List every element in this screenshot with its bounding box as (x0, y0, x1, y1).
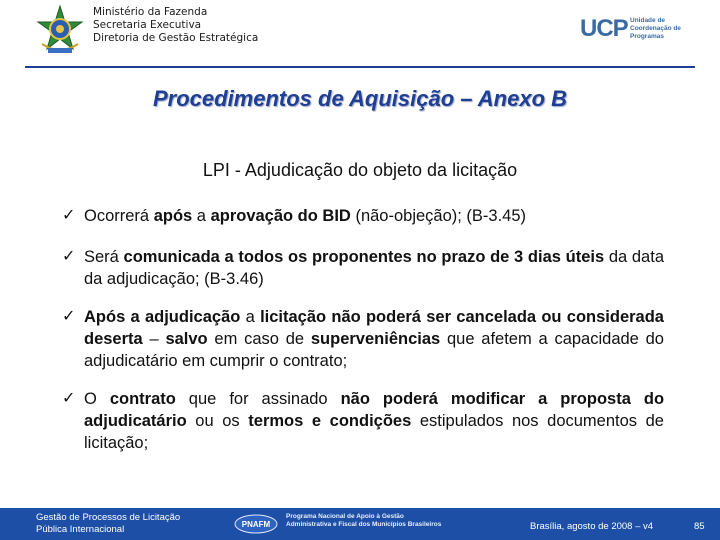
header-divider (25, 66, 695, 68)
ministry-line: Ministério da Fazenda (93, 6, 208, 18)
ministry-heading (93, 6, 258, 45)
bullet-item (62, 205, 664, 227)
ucp-logo-line: Unidade de (630, 17, 666, 24)
slide-header (0, 0, 720, 62)
pnafm-logo (234, 514, 278, 534)
ucp-logo-line: Programas (630, 33, 664, 40)
bullet-emphasis-text: não poderá modificar a proposta do adjudicatário (84, 390, 665, 430)
bullet-emphasis-text: salvo (165, 330, 208, 348)
ucp-logo-line: Coordenação de (630, 25, 681, 32)
pnafm-program-name (286, 513, 441, 529)
slide-title: Procedimentos de Aquisição – Anexo B (152, 86, 568, 111)
brazil-coat-of-arms-icon (34, 4, 86, 56)
bullet-text: estipulados nos documentos de licitação; (84, 412, 664, 452)
bullet-text: que for assinado (175, 390, 341, 408)
bullet-text: Ocorrerá (84, 207, 154, 225)
bullet-item (62, 246, 664, 290)
bullet-list (62, 205, 664, 470)
pnafm-program-line: Administrativa e Fiscal dos Municípios Brasileiros (286, 521, 442, 528)
bullet-emphasis-text: após (153, 207, 193, 225)
ministry-line: Diretoria de Gestão Estratégica (93, 32, 259, 44)
pnafm-logo-text: PNAFM (241, 520, 271, 529)
bullet-emphasis-text: aprovação do BID (210, 207, 351, 225)
bullet-text: – (142, 330, 166, 348)
bullet-emphasis-text: comunicada a todos os proponentes no prazo de 3 dias úteis (123, 248, 605, 266)
bullet-text: ou os (186, 412, 249, 430)
slide-footer (0, 508, 720, 540)
bullet-text: em caso de (207, 330, 311, 348)
checkmark-icon: ✓ (62, 207, 76, 224)
bullet-text: Será (84, 248, 124, 266)
bullet-text: da data da adjudicação; (B-3.46) (84, 248, 664, 288)
footer-course-title (36, 512, 180, 536)
checkmark-icon: ✓ (62, 248, 76, 265)
bullet-emphasis-text: superveniências (310, 330, 441, 348)
ucp-logo-letters: UCP (580, 15, 628, 42)
ucp-logo (580, 14, 690, 46)
bullet-item (62, 388, 664, 454)
footer-course-line: Pública Internacional (36, 524, 125, 535)
slide-subtitle: LPI - Adjudicação do objeto da licitação (202, 160, 518, 180)
page-number: 85 (694, 521, 705, 532)
bullet-emphasis-text: contrato (109, 390, 176, 408)
bullet-emphasis-text: licitação não poderá ser cancelada ou considerada deserta (84, 308, 664, 348)
checkmark-icon: ✓ (62, 308, 76, 325)
pnafm-program-line: Programa Nacional de Apoio à Gestão (286, 513, 404, 520)
ucp-logo-text (630, 17, 681, 41)
bullet-emphasis-text: termos e condições (248, 412, 412, 430)
footer-date: Brasília, agosto de 2008 – v4 (530, 521, 654, 532)
footer-course-line: Gestão de Processos de Licitação (36, 512, 181, 523)
bullet-text: que afetem a capacidade do adjudicatário em cumprir o contrato; (84, 330, 664, 370)
bullet-text: O (84, 390, 110, 408)
bullet-emphasis-text: Após a adjudicação (84, 308, 241, 326)
bullet-text: (não-objeção); (B-3.45) (350, 207, 527, 225)
checkmark-icon: ✓ (62, 390, 76, 407)
bullet-text: a (240, 308, 261, 326)
ministry-line: Secretaria Executiva (93, 19, 202, 31)
bullet-item (62, 306, 664, 372)
bullet-text: a (192, 207, 211, 225)
